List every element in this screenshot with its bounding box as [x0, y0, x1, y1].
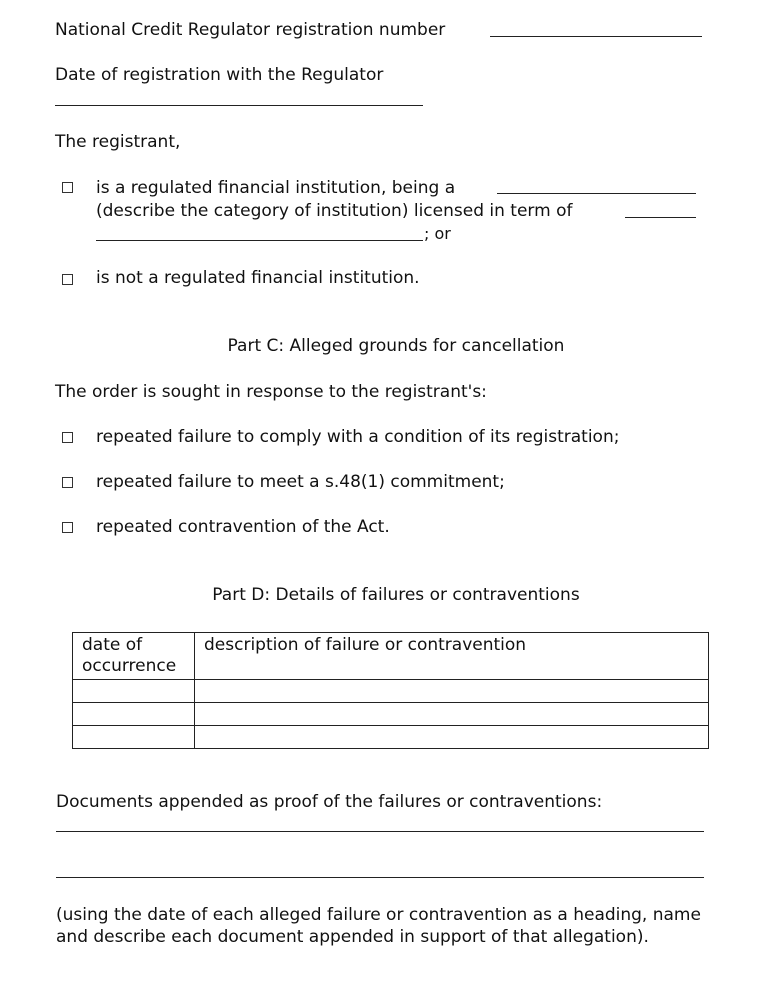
description-cell[interactable] — [195, 726, 709, 749]
reg-date-field[interactable] — [55, 105, 423, 106]
table-row — [73, 726, 709, 749]
date-cell[interactable] — [73, 726, 195, 749]
regulated-option-line2: (describe the category of institution) licensed in term of — [96, 201, 573, 221]
ground-condition-checkbox[interactable] — [62, 432, 73, 443]
date-column-header — [73, 633, 195, 680]
institution-category-field[interactable] — [497, 193, 696, 194]
registrant-label: The registrant, — [55, 132, 181, 152]
documents-label: Documents appended as proof of the failures or contraventions: — [56, 792, 603, 812]
date-cell[interactable] — [73, 680, 195, 703]
table-row — [73, 703, 709, 726]
regulated-option-line1: is a regulated financial institution, being a — [96, 178, 456, 198]
documents-field-2[interactable] — [56, 877, 704, 878]
table-header-row — [73, 633, 709, 680]
reg-number-field[interactable] — [490, 36, 702, 37]
date-cell[interactable] — [73, 703, 195, 726]
ground-commitment-label: repeated failure to meet a s.48(1) commitment; — [96, 472, 505, 492]
description-cell[interactable] — [195, 680, 709, 703]
details-table — [72, 632, 709, 749]
ground-contravention-label: repeated contravention of the Act. — [96, 517, 390, 537]
regulated-option-line3: ; or — [424, 224, 451, 243]
licensed-term-field[interactable] — [625, 217, 696, 218]
ground-condition-label: repeated failure to comply with a condition of its registration; — [96, 427, 620, 447]
documents-instructions: (using the date of each alleged failure or contravention as a heading, name and describe each document appended in support of that allegation). — [56, 905, 701, 947]
ground-commitment-checkbox[interactable] — [62, 477, 73, 488]
documents-field-1[interactable] — [56, 831, 704, 832]
ground-contravention-checkbox[interactable] — [62, 522, 73, 533]
description-column-header: description of failure or contravention — [195, 633, 709, 680]
part-c-heading: Part C: Alleged grounds for cancellation — [227, 336, 565, 356]
part-c-intro: The order is sought in response to the registrant's: — [55, 382, 487, 402]
licensed-term-field-cont[interactable] — [96, 240, 423, 241]
date-header-line1: date of — [82, 635, 143, 655]
part-d-heading: Part D: Details of failures or contraventions — [212, 585, 580, 605]
not-regulated-checkbox[interactable] — [62, 274, 73, 285]
date-header-line2: occurrence — [82, 656, 177, 676]
description-cell[interactable] — [195, 703, 709, 726]
reg-number-label: National Credit Regulator registration number — [55, 20, 446, 40]
reg-date-label: Date of registration with the Regulator — [55, 65, 384, 85]
table-row — [73, 680, 709, 703]
regulated-checkbox[interactable] — [62, 182, 73, 193]
not-regulated-option: is not a regulated financial institution. — [96, 268, 420, 288]
